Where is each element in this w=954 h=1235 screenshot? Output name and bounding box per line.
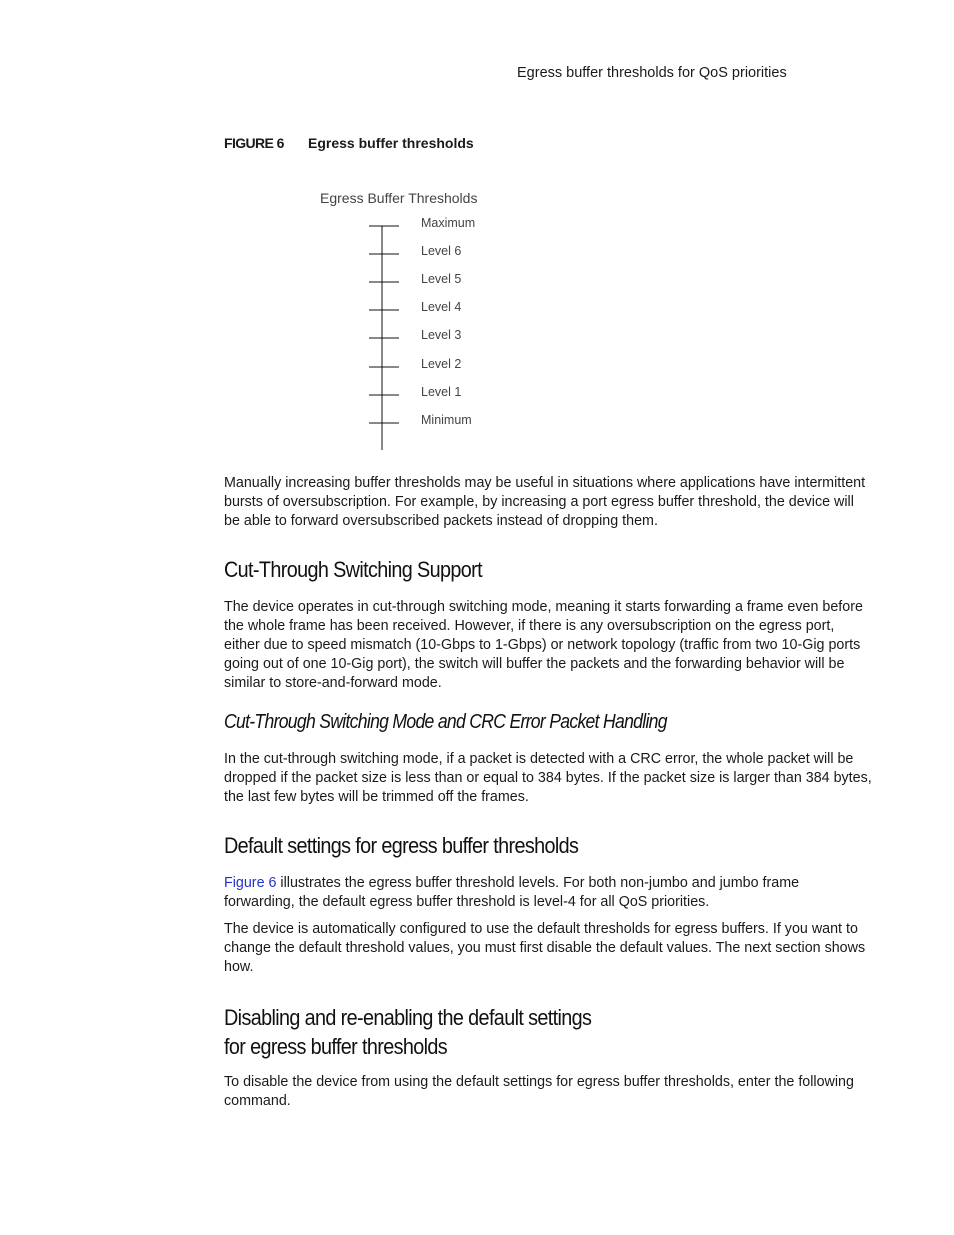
default-paragraph-1-text: illustrates the egress buffer threshold levels. For both non-jumbo and jumbo frame forwarding, the default egress buffer threshold is level-4 for all QoS priorities. xyxy=(224,875,800,910)
default-paragraph-1 xyxy=(224,874,872,912)
intro-paragraph: Manually increasing buffer thresholds may be useful in situations where applications have intermittent bursts of oversubscription. For example, by increasing a port egress buffer threshold, the device will be able to forward oversubscribed packets instead of dropping them. xyxy=(224,475,866,529)
heading-disable-line1: Disabling and re-enabling the default settings xyxy=(224,1005,592,1030)
threshold-level-label: Level 1 xyxy=(421,385,462,399)
threshold-level-label: Level 4 xyxy=(421,300,462,314)
threshold-level-label: Maximum xyxy=(421,216,476,230)
threshold-level-label: Level 5 xyxy=(421,272,462,286)
crc-paragraph: In the cut-through switching mode, if a packet is detected with a CRC error, the whole packet will be dropped if the packet size is less than or equal to 384 bytes. If the packet size is larger than 384 bytes, the last few bytes will be trimmed off the frames. xyxy=(224,751,872,805)
heading-default-settings: Default settings for egress buffer thresholds xyxy=(224,833,579,858)
heading-disable-defaults xyxy=(224,1003,692,1061)
threshold-level-label: Level 3 xyxy=(421,328,462,342)
figure-6-link[interactable]: Figure 6 xyxy=(224,875,277,891)
figure-title: Egress buffer thresholds xyxy=(308,135,474,151)
figure-number: FIGURE 6 xyxy=(224,135,284,151)
default-paragraph-2: The device is automatically configured to use the default thresholds for egress buffers. If you want to change the default threshold values, you must first disable the default values. The next section shows how. xyxy=(224,921,866,975)
threshold-level-label: Minimum xyxy=(421,413,472,427)
figure-caption xyxy=(224,135,474,151)
running-header: Egress buffer thresholds for QoS priorities xyxy=(517,65,787,81)
threshold-level-label: Level 2 xyxy=(421,357,462,371)
threshold-diagram xyxy=(318,188,518,453)
cut-through-paragraph: The device operates in cut-through switching mode, meaning it starts forwarding a frame even before the whole frame has been received. However, if there is any oversubscription on the egress port, either due to speed mismatch (10-Gbps to 1-Gbps) or network topology (traffic from two 10-Gig ports going out of one 10-Gig port), the switch will buffer the packets and the forwarding behavior will be similar to store-and-forward mode. xyxy=(224,599,863,691)
threshold-diagram-lines xyxy=(318,188,518,453)
heading-disable-line2: for egress buffer thresholds xyxy=(224,1034,448,1059)
disable-paragraph: To disable the device from using the default settings for egress buffer thresholds, enter the following command. xyxy=(224,1074,854,1109)
heading-cut-through: Cut-Through Switching Support xyxy=(224,557,482,582)
heading-crc-handling: Cut-Through Switching Mode and CRC Error Packet Handling xyxy=(224,711,667,733)
diagram-title: Egress Buffer Thresholds xyxy=(320,190,478,206)
threshold-level-label: Level 6 xyxy=(421,244,462,258)
